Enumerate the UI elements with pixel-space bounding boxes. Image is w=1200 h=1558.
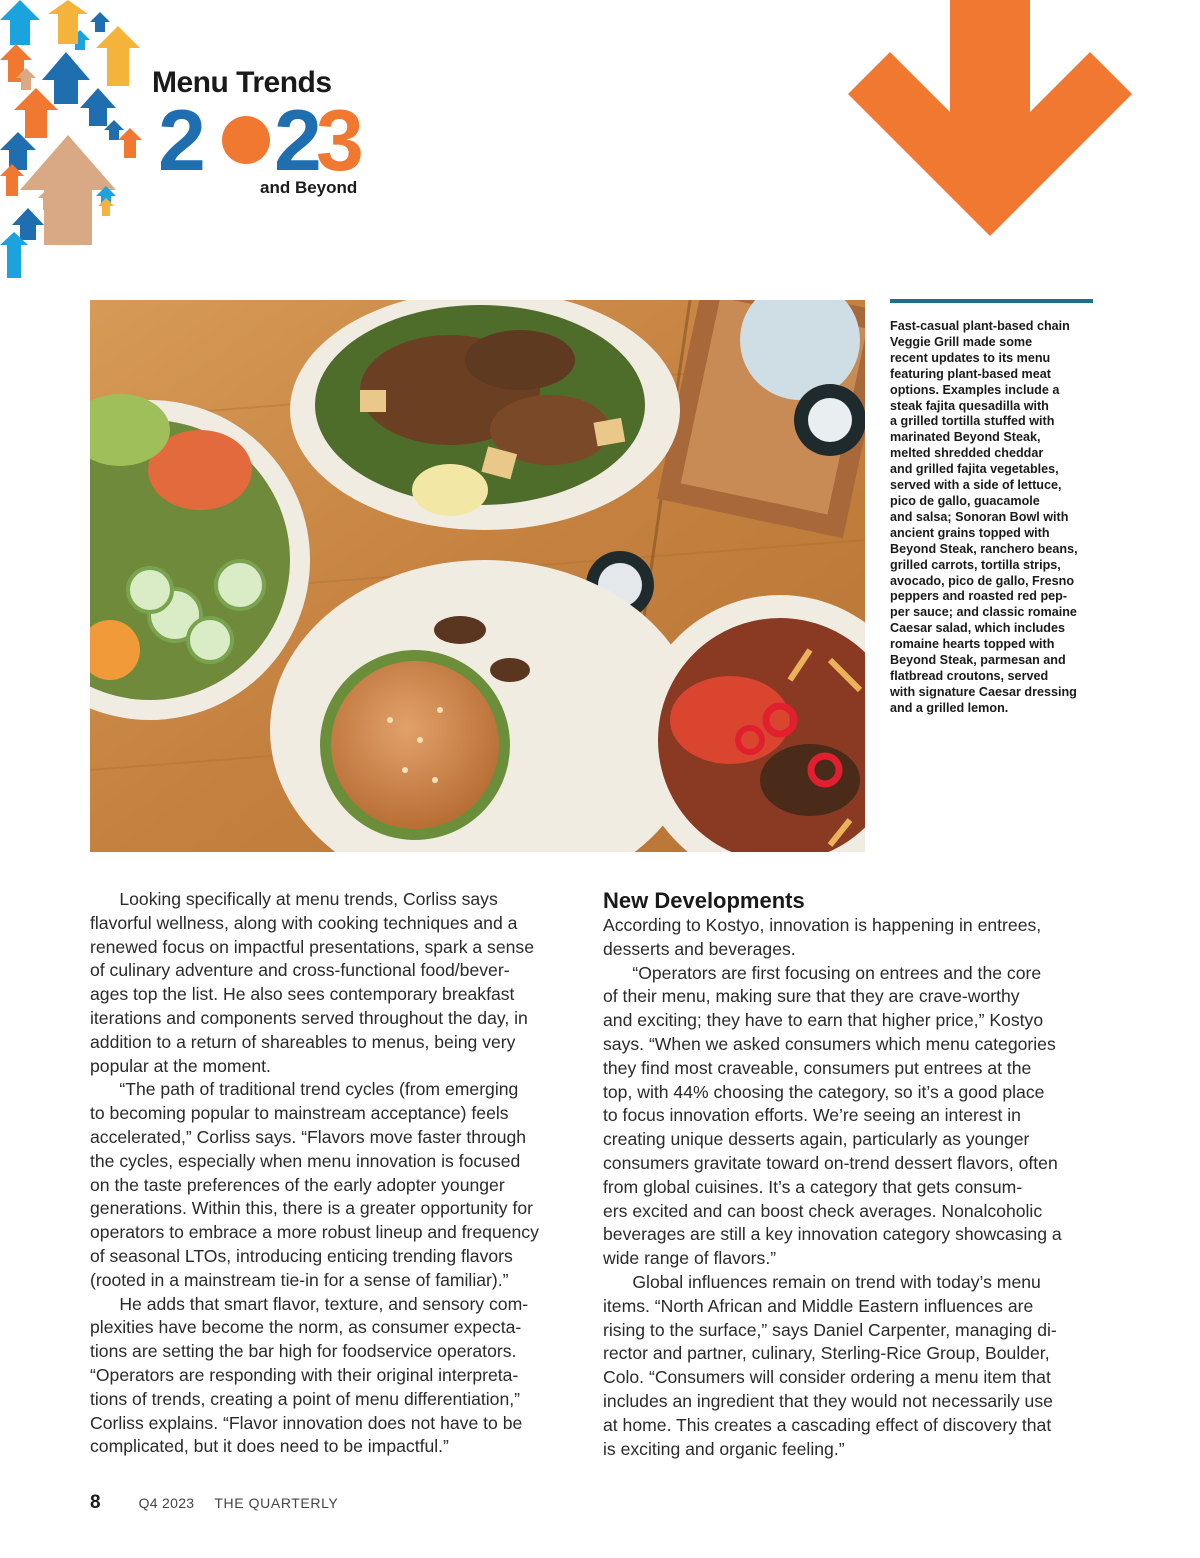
year-digit-2: 0 bbox=[242, 170, 243, 171]
photo-caption: Fast-casual plant-based chain Veggie Grill made some recent updates to its menu featuring plant-based meat options. Examples include a steak fajita quesadilla with a grilled tortilla stuffed with marinated Beyond Steak, melted shredded cheddar and grilled fajita vegetables, served with a side of lettuce, pico de gallo, guacamole and salsa; Sonoran Bowl with ancient grains topped with Beyond Steak, ranchero beans, grilled carrots, tortilla strips, avocado, pico de gallo, Fresno peppers and roasted red pep- per sauce; and classic romaine Caesar salad, which includes romaine hearts topped with Beyond Steak, parmesan and flatbread croutons, served with signature Caesar dressing and a grilled lemon. bbox=[890, 319, 1078, 715]
article-right-column bbox=[603, 888, 1093, 1461]
year-digit-3: 2 bbox=[274, 98, 322, 178]
masthead bbox=[150, 66, 390, 206]
masthead-title: Menu Trends bbox=[152, 66, 332, 99]
article-paragraph: Looking specifically at menu trends, Corliss says flavorful wellness, along with cooking techniques and a renewed focus on impactful presentations, spark a sense of culinary adventure and cross-functional food/bever- ages top the list. He also sees contemporary breakfast iterations and components served throughout the day, in addition to a return of shareables to menus, being very popular at the moment. bbox=[90, 889, 535, 1076]
article-left-column bbox=[90, 888, 580, 1459]
page-number: 8 bbox=[90, 1492, 101, 1513]
publication-name: THE QUARTERLY bbox=[214, 1495, 339, 1511]
masthead-subtitle: and Beyond bbox=[260, 178, 358, 197]
year-digit-2-dot bbox=[222, 116, 270, 164]
article-paragraph: He adds that smart flavor, texture, and sensory com- plexities have become the norm, as consumer expecta- tions are setting the bar high for foodservice operators. “Operators are responding with their original interpreta- tions of trends, creating a point of menu differentiation,” Corliss explains. “Flavor innovation does not have to be complicated, but it does need to be impactful.” bbox=[90, 1293, 529, 1457]
issue-label: Q4 2023 bbox=[138, 1495, 195, 1511]
year-digit-1: 2 bbox=[158, 98, 206, 178]
decorative-arrows-graphic bbox=[0, 0, 150, 285]
masthead-year bbox=[158, 98, 378, 178]
page-footer bbox=[90, 1492, 338, 1516]
year-digit-4: 3 bbox=[316, 98, 364, 178]
food-photo bbox=[90, 300, 865, 852]
article-paragraph: According to Kostyo, innovation is happening in entrees, desserts and beverages. bbox=[603, 915, 1042, 959]
caption-rule bbox=[890, 299, 1093, 303]
down-arrow-icon bbox=[848, 0, 1133, 282]
article-paragraph: “The path of traditional trend cycles (from emerging to becoming popular to mainstream acceptance) feels accelerated,” Corliss says. “Flavors move faster through the cycles, especially when menu innovation is focused on the taste preferences of the early adopter younger generations. Within this, there is a greater opportunity for operators to embrace a more robust lineup and frequency of seasonal LTOs, introducing enticing trending flavors (rooted in a mainstream tie-in for a sense of familiar).” bbox=[90, 1079, 539, 1290]
article-paragraph: Global influences remain on trend with today’s menu items. “North African and Middle Eastern influences are rising to the surface,” says Daniel Carpenter, managing di- rector and partner, culinary, Sterling-Rice Group, Boulder, Colo. “Consumers will consider ordering a menu item that includes an ingredient that they would not necessarily use at home. This creates a cascading effect of discovery that is exciting and organic feeling.” bbox=[603, 1271, 1057, 1459]
article-paragraph: “Operators are first focusing on entrees and the core of their menu, making sure that they are crave-worthy and exciting; they have to earn that higher price,” Kostyo says. “When we asked consumers which menu categories they find most craveable, consumers put entrees at the top, with 44% choosing the category, so it’s a good place to focus innovation efforts. We’re seeing an interest in creating unique desserts again, particularly as younger consumers gravitate toward on-trend dessert flavors, often from global cuisines. It’s a category that gets consum- ers excited and can boost check averages. Nonalcoholic beverages are still a key innovation category showcasing a wide range of flavors.” bbox=[603, 962, 1062, 1269]
section-heading: New Developments bbox=[603, 888, 805, 913]
